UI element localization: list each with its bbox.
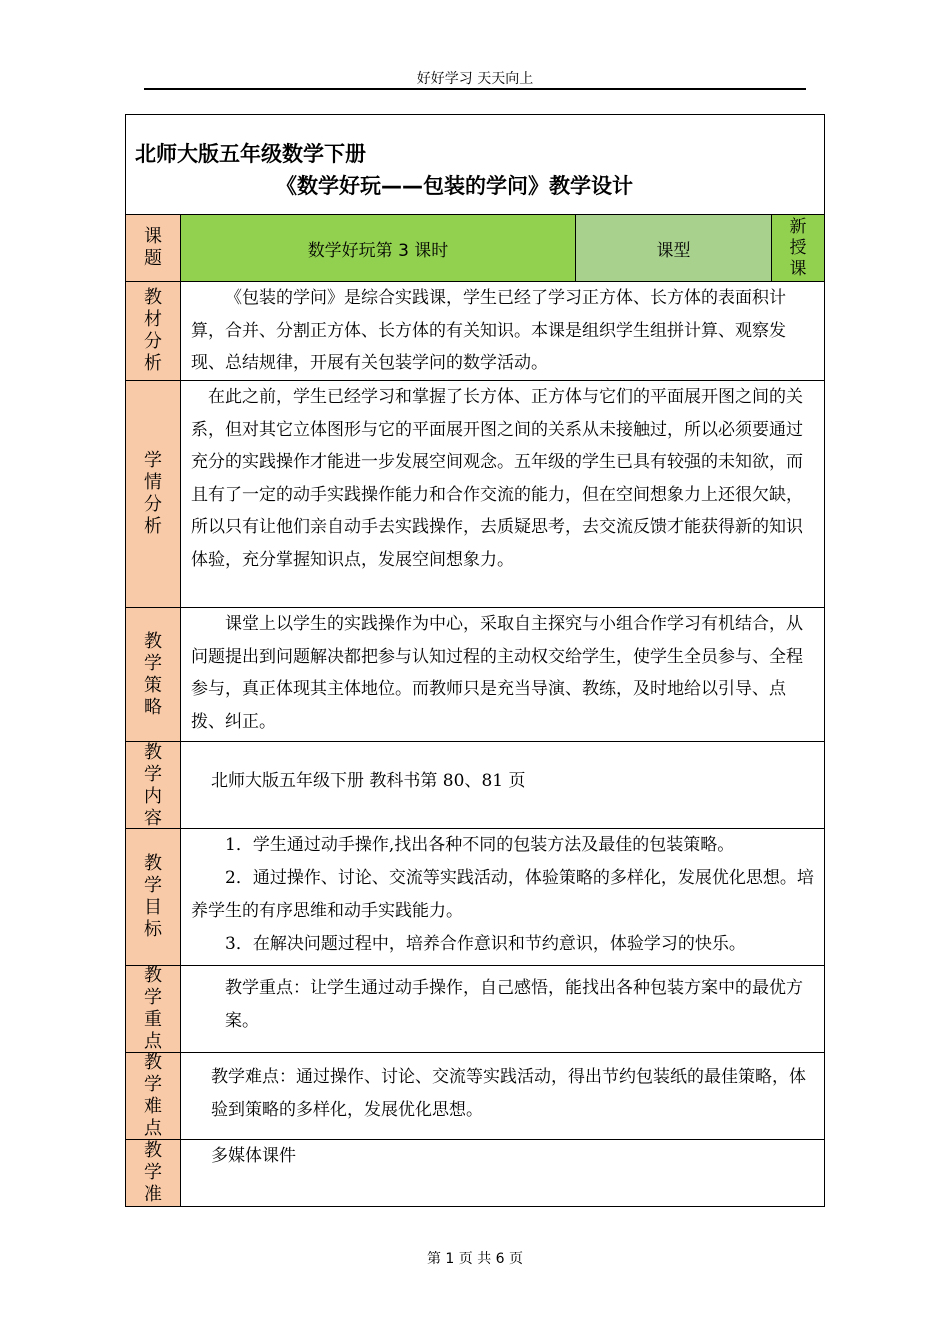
page-header-text: 好好学习 天天向上 (416, 71, 534, 87)
label-material-analysis (125, 281, 181, 381)
label-topic (125, 214, 181, 282)
label-char: 内 (144, 786, 162, 807)
label-char: 点 (144, 1031, 162, 1052)
paragraph: 教学重点：让学生通过动手操作，自己感悟，能找出各种包装方案中的最优方案。 (225, 978, 803, 1031)
label-char: 学 (144, 1074, 162, 1095)
label-student-analysis (125, 380, 181, 608)
key-point-text (180, 965, 825, 1053)
paragraph: 多媒体课件 (211, 1146, 296, 1166)
label-char: 学 (144, 652, 162, 674)
preparation-text (180, 1139, 825, 1207)
label-char: 情 (144, 472, 162, 493)
label-char: 教 (144, 965, 162, 986)
label-char: 准 (144, 1184, 162, 1205)
teaching-content-text (180, 741, 825, 829)
doc-title-line2: 《数学好玩——包装的学问》教学设计 (276, 174, 633, 198)
label-char: 学 (144, 987, 162, 1008)
paragraph: 教学难点：通过操作、讨论、交流等实践活动，得出节约包装纸的最佳策略，体验到策略的多样化，发展优化思想。 (211, 1067, 806, 1120)
difficulty-text (180, 1052, 825, 1140)
topic-value: 数学好玩第 3 课时 (180, 214, 576, 282)
label-teaching-goals (125, 828, 181, 966)
label-char: 析 (144, 516, 162, 537)
teaching-strategy-text (180, 607, 825, 742)
student-analysis-text (180, 380, 825, 608)
label-char: 学 (144, 875, 162, 896)
label-char: 学 (144, 450, 162, 471)
paragraph: 《包装的学问》是综合实践课，学生已经了学习正方体、长方体的表面积计算，合并、分割正方体、长方体的有关知识。本课是组织学生组拼计算、观察发现、总结规律，开展有关包装学问的数学活动。 (191, 288, 786, 373)
page-footer: 第 1 页 共 6 页 (426, 1251, 524, 1267)
lesson-type-label: 课型 (575, 214, 772, 282)
label-teaching-strategy (125, 607, 181, 742)
type-char: 课 (789, 258, 807, 279)
label-char: 课 (144, 226, 162, 247)
label-char: 标 (144, 919, 162, 940)
label-char: 分 (144, 494, 162, 515)
teaching-goals-text (180, 828, 825, 966)
label-char: 教 (144, 630, 162, 652)
paragraph: 课堂上以学生的实践操作为中心，采取自主探究与小组合作学习有机结合，从问题提出到问题解决都把参与认知过程的主动权交给学生，使学生全员参与、全程参与，真正体现其主体地位。而教师只是充当导演、教练，及时地给以引导、点拨、纠正。 (191, 614, 803, 732)
doc-title-line1: 北师大版五年级数学下册 (135, 142, 366, 166)
label-char: 难 (144, 1096, 162, 1117)
label-char: 材 (144, 309, 162, 330)
header-rule (144, 88, 806, 90)
label-preparation (125, 1139, 181, 1207)
paragraph: 在此之前，学生已经学习和掌握了长方体、正方体与它们的平面展开图之间的关系，但对其它立体图形与它的平面展开图之间的关系从未接触过，所以必须要通过充分的实践操作才能进一步发展空间观念。五年级的学生已具有较强的未知欲，而且有了一定的动手实践操作能力和合作交流的能力，但在空间想象力上还很欠缺，所以只有让他们亲自动手去实践操作，去质疑思考，去交流反馈才能获得新的知识体验，充分掌握知识点，发展空间想象力。 (191, 387, 803, 570)
type-char: 新 (789, 216, 807, 237)
label-char: 析 (144, 353, 162, 374)
label-char: 题 (144, 248, 162, 269)
material-analysis-text (180, 281, 825, 381)
label-char: 教 (144, 287, 162, 308)
type-char: 授 (789, 237, 807, 258)
label-char: 重 (144, 1009, 162, 1030)
goal-item: 1．学生通过动手操作,找出各种不同的包装方法及最佳的包装策略。 (225, 835, 735, 855)
label-char: 教 (144, 1140, 162, 1161)
label-char: 教 (144, 853, 162, 874)
label-char: 目 (144, 897, 162, 918)
label-char: 略 (144, 696, 162, 718)
lesson-type-value (771, 214, 825, 282)
label-char: 教 (144, 742, 162, 763)
label-char: 分 (144, 331, 162, 352)
goal-item: 2．通过操作、讨论、交流等实践活动，体验策略的多样化，发展优化思想。培养学生的有序思维和动手实践能力。 (191, 868, 814, 921)
label-difficulty (125, 1052, 181, 1140)
label-teaching-content (125, 741, 181, 829)
label-key-point (125, 965, 181, 1053)
label-char: 教 (144, 1052, 162, 1073)
label-char: 策 (144, 674, 162, 696)
goal-item: 3．在解决问题过程中，培养合作意识和节约意识，体验学习的快乐。 (225, 934, 746, 954)
label-char: 学 (144, 1162, 162, 1183)
label-char: 点 (144, 1118, 162, 1139)
label-char: 容 (144, 808, 162, 829)
label-char: 学 (144, 764, 162, 785)
paragraph: 北师大版五年级下册 教科书第 80、81 页 (211, 771, 526, 791)
